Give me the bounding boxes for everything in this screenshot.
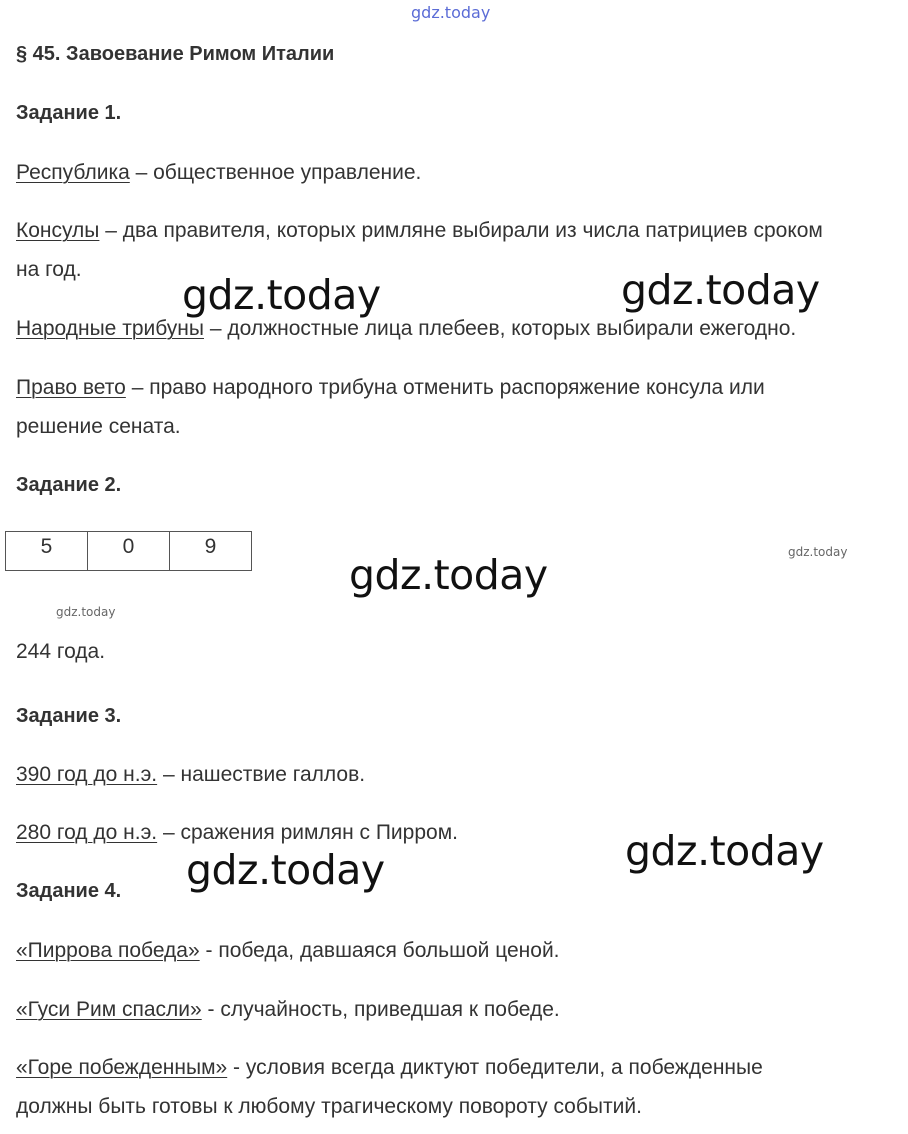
definition-text: - победа, давшаяся большой ценой. [199,939,560,962]
definition-text: – право народного трибуна отменить распоряжение консула или [125,376,765,399]
definition-text: – общественное управление. [129,161,422,184]
definition-text: – нашествие галлов. [157,763,366,786]
definition-text: – должностные лица плебеев, которых выбирали ежегодно. [204,317,797,340]
term-label: 280 год до н.э. [16,821,158,844]
definition-tribunes [16,309,796,348]
watermark-logo: gdz.today [186,846,385,894]
watermark-small: gdz.today [788,545,848,559]
definition-text: – два правителя, которых римляне выбирали из числа патрициев сроком [99,219,823,242]
watermark-small: gdz.today [56,605,116,619]
watermark-logo: gdz.today [625,827,824,875]
term-label: Консулы [16,219,100,242]
watermark-logo: gdz.today [349,551,548,599]
digit-cell: 5 [6,532,88,571]
term-label: «Пиррова победа» [16,939,200,962]
idiom-pyrrhic-victory [16,931,560,970]
definition-text-continued: на год. [16,258,82,281]
task2-answer: 244 года. [16,640,106,663]
page-title: § 45. Завоевание Римом Италии [16,43,335,65]
digit-table [5,531,252,571]
term-label: Республика [16,161,130,184]
term-label: «Горе побежденным» [16,1056,228,1079]
definition-text: – сражения римлян с Пирром. [157,821,458,844]
task2-heading: Задание 2. [16,474,122,496]
idiom-woe-to-vanquished [16,1048,763,1126]
definition-text: - случайность, приведшая к победе. [201,998,560,1021]
date-event-gauls [16,755,365,794]
definition-text-continued: должны быть готовы к любому трагическому повороту событий. [16,1095,642,1118]
definition-text-continued: решение сената. [16,415,181,438]
digit-cell: 9 [170,532,252,571]
definition-republic [16,153,421,192]
term-label: «Гуси Рим спасли» [16,998,202,1021]
term-label: Право вето [16,376,126,399]
task4-heading: Задание 4. [16,880,122,902]
watermark-logo: gdz.today [621,266,820,314]
definition-veto [16,368,765,446]
definition-text: - условия всегда диктуют победители, а побежденные [227,1056,763,1079]
term-label: 390 год до н.э. [16,763,158,786]
digit-cell: 0 [88,532,170,571]
watermark-logo: gdz.today [182,271,381,319]
task1-heading: Задание 1. [16,102,122,124]
term-label: Народные трибуны [16,317,204,340]
task3-heading: Задание 3. [16,705,122,727]
idiom-geese-saved-rome [16,990,560,1029]
site-watermark-top: gdz.today [411,3,491,22]
